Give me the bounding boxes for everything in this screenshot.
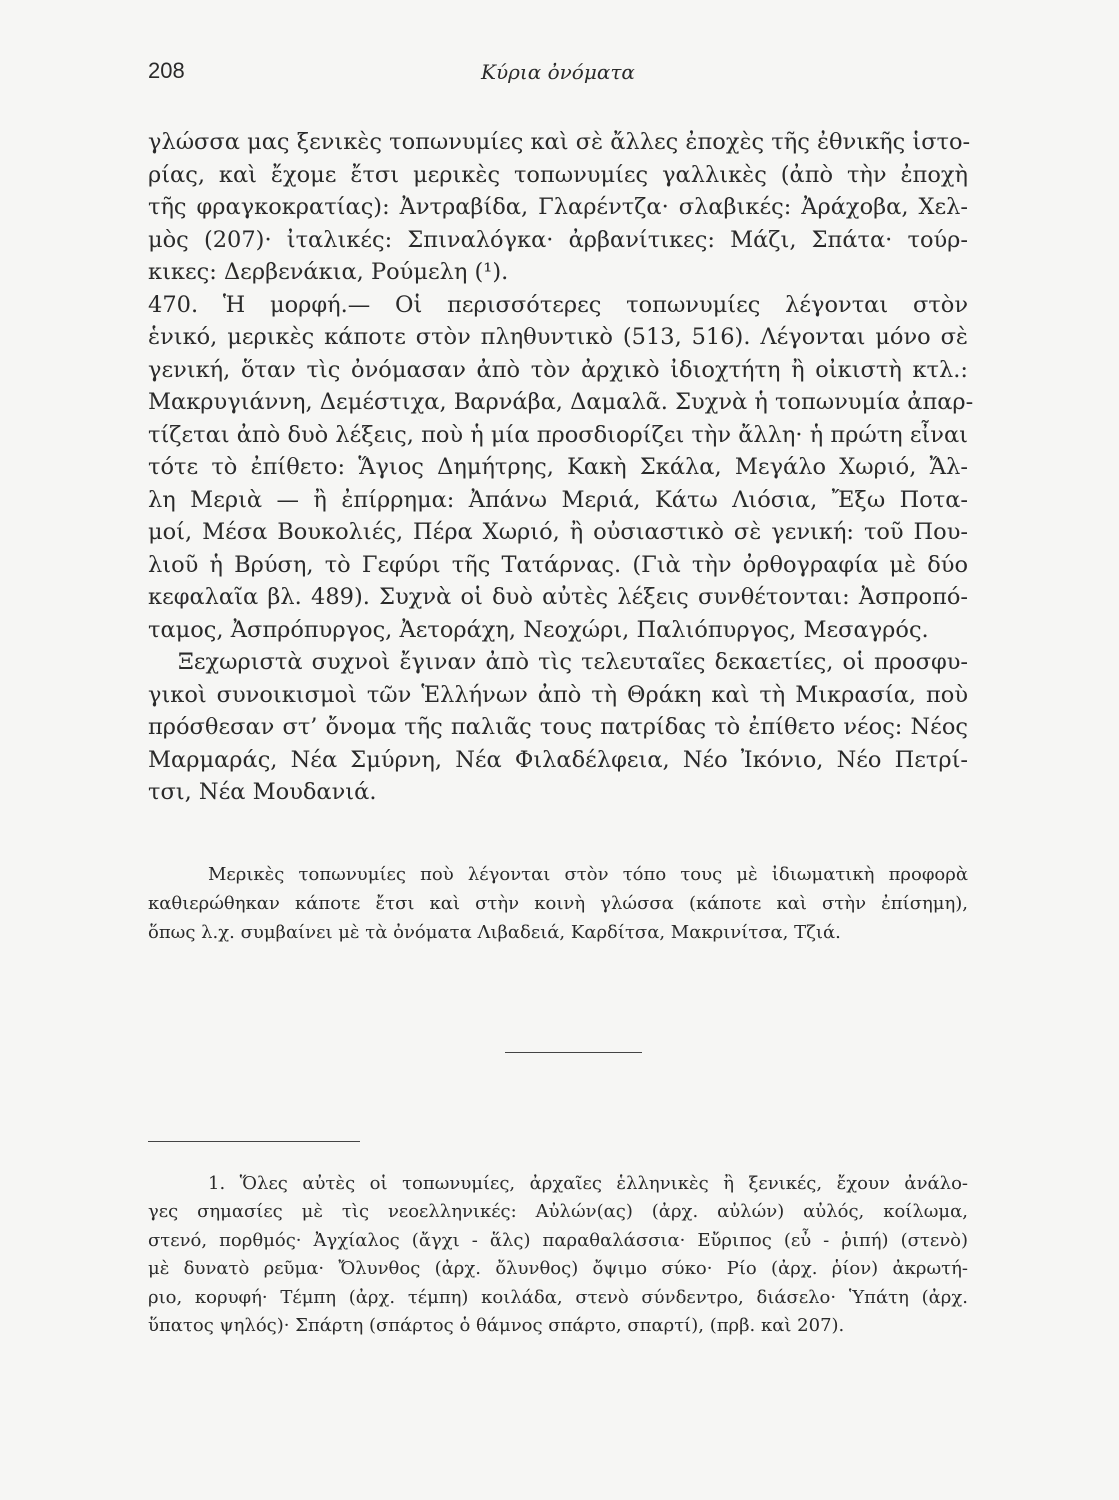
text-line: λιοῦ ἡ Βρύση, τὸ Γεφύρι τῆς Τατάρνας. (Γιὰ τὴν ὀρθογραφία μὲ δύο	[148, 551, 968, 578]
text-line: Ξεχωριστὰ συχνοὶ ἔγιναν ἀπὸ τὶς τελευταῖες δεκαετίες, οἱ προσφυ-	[178, 649, 968, 675]
text-line: κικες: Δερβενάκια, Ρούμελη (¹).	[148, 259, 509, 285]
text-line: γικοὶ συνοικισμοὶ τῶν Ἑλλήνων ἀπὸ τὴ Θράκη καὶ τὴ Μικρασία, ποὺ	[148, 681, 968, 708]
text-line: τσι, Νέα Μουδανιά.	[148, 779, 377, 805]
footnote-line: ὕπατος ψηλός)· Σπάρτη (σπάρτος ὁ θάμνος σπάρτο, σπαρτί), (πρβ. καὶ 207).	[148, 1314, 845, 1336]
text-line: κεφαλαῖα βλ. 489). Συχνὰ οἱ δυὸ αὐτὲς λέξεις συνθέτονται: Ἀσπροπό-	[148, 584, 968, 610]
small-line: καθιερώθηκαν κάποτε ἔτσι καὶ στὴν κοινὴ γλώσσα (κάποτε καὶ στὴν ἐπίσημη),	[148, 893, 968, 914]
text-line: γλώσσα μας ξενικὲς τοπωνυμίες καὶ σὲ ἄλλες ἐποχὲς τῆς ἐθνικῆς ἱστο-	[148, 129, 971, 155]
running-title: Κύρια ὀνόματα	[481, 60, 635, 84]
page-number: 208	[148, 58, 185, 83]
text-line: πρόσθεσαν στ’ ὄνομα τῆς παλιᾶς τους πατρίδας τὸ ἐπίθετο νέος: Νέος	[148, 714, 968, 740]
section-divider	[505, 1052, 642, 1053]
text-line: λη Μεριὰ — ἢ ἐπίρρημα: Ἀπάνω Μεριά, Κάτω Λιόσια, Ἔξω Ποτα-	[148, 486, 968, 513]
text-line: τότε τὸ ἐπίθετο: Ἅγιος Δημήτρης, Κακὴ Σκάλα, Μεγάλο Χωριό, Ἄλ-	[148, 454, 968, 480]
text-line: ταμος, Ἀσπρόπυργος, Ἀετοράχη, Νεοχώρι, Παλιόπυργος, Μεσαγρός.	[148, 616, 929, 643]
text-line: Μακρυγιάννη, Δεμέστιχα, Βαρνάβα, Δαμαλᾶ. Συχνὰ ἡ τοπωνυμία ἀπαρ-	[148, 389, 974, 415]
section-heading-line: 470. Ἡ μορφή.— Οἱ περισσότερες τοπωνυμίες λέγονται στὸν	[148, 291, 968, 318]
text-line: ρίας, καὶ ἔχομε ἔτσι μερικὲς τοπωνυμίες γαλλικὲς (ἀπὸ τὴν ἐποχὴ	[148, 161, 968, 188]
footnote-rule	[148, 1141, 360, 1142]
text-line: μοί, Μέσα Βουκολιές, Πέρα Χωριό, ἢ οὐσιαστικὸ σὲ γενική: τοῦ Που-	[148, 519, 968, 545]
footnote-line: ριο, κορυφή· Τέμπη (ἀρχ. τέμπη) κοιλάδα, στενὸ σύνδεντρο, διάσελο· Ὑπάτη (ἀρχ.	[148, 1286, 968, 1308]
text-line: τίζεται ἀπὸ δυὸ λέξεις, ποὺ ἡ μία προσδιορίζει τὴν ἄλλη· ἡ πρώτη εἶναι	[148, 421, 968, 448]
small-line: ὅπως λ.χ. συμβαίνει μὲ τὰ ὀνόματα Λιβαδειά, Καρδίτσα, Μακρινίτσα, Τζιά.	[148, 922, 841, 943]
small-print-paragraph	[148, 860, 968, 947]
footnote-line: γες σημασίες μὲ τὶς νεοελληνικές: Αὐλών(ας) (ἀρχ. αὐλών) αὐλός, κοίλωμα,	[148, 1201, 968, 1223]
footnote-line: μὲ δυνατὸ ρεῦμα· Ὄλυνθος (ἀρχ. ὄλυνθος) ὄψιμο σύκο· Ρίο (ἀρχ. ῥίον) ἀκρωτή-	[148, 1258, 968, 1280]
text-line: τῆς φραγκοκρατίας): Ἀντραβίδα, Γλαρέντζα· σλαβικές: Ἀράχοβα, Χελ-	[148, 194, 968, 220]
page-header	[148, 58, 968, 88]
main-text	[148, 126, 974, 809]
text-line: ἑνικό, μερικὲς κάποτε στὸν πληθυντικὸ (513, 516). Λέγονται μόνο σὲ	[148, 324, 968, 350]
text-line: Μαρμαράς, Νέα Σμύρνη, Νέα Φιλαδέλφεια, Νέο Ἰκόνιο, Νέο Πετρί-	[148, 746, 968, 773]
text-line: γενική, ὅταν τὶς ὀνόμασαν ἀπὸ τὸν ἀρχικὸ ἰδιοχτήτη ἢ οἰκιστὴ κτλ.:	[148, 356, 968, 383]
text-line: μὸς (207)· ἰταλικές: Σπιναλόγκα· ἀρβανίτικες: Μάζι, Σπάτα· τούρ-	[148, 226, 968, 253]
small-line: Μερικὲς τοπωνυμίες ποὺ λέγονται στὸν τόπο τους μὲ ἰδιωματικὴ προφορὰ	[208, 864, 968, 885]
footnote-line: 1. Ὅλες αὐτὲς οἱ τοπωνυμίες, ἀρχαῖες ἑλληνικὲς ἢ ξενικές, ἔχουν ἀνάλο-	[208, 1173, 968, 1194]
footnotes	[148, 1170, 968, 1340]
footnote-line: στενό, πορθμός· Ἀγχίαλος (ἄγχι - ἅλς) παραθαλάσσια· Εὔριπος (εὖ - ῥιπή) (στενὸ)	[148, 1229, 968, 1251]
